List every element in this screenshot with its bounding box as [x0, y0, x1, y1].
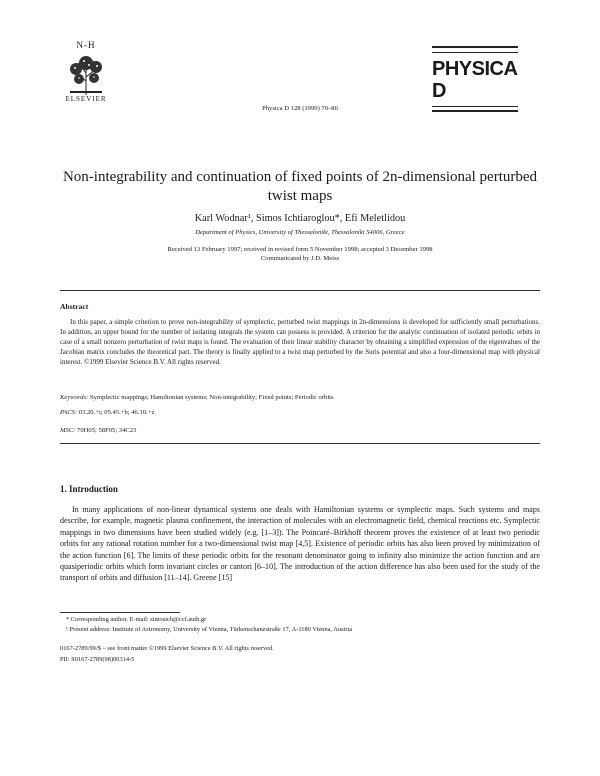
abstract-heading: Abstract [60, 302, 89, 311]
paper-title: Non-integrability and continuation of fixed points of 2n-dimensional perturbed twist maps [62, 169, 538, 204]
abstract-text: In this paper, a simple criterion to prove non-integrability of symplectic, perturbed twist mappings in 2n-dimensions is developed for sufficiently small perturbations. In addition, an upper bound for the number of isolating integrals the system can possess is provided. A criterion for the analytic continuation of isolated periodic orbits in case of a small nonzero perturbation of twist maps is found. The evaluation of their linear stability character by obtaining a simplified expression of the eigenvalues of the Jacobian matrix concludes the theoretical part. The theory is finally applied to a twist map perturbed by the Suris potential and also a four-dimensional map with physical interest. ©1999 Elsevier Science B.V. All rights reserved. [60, 318, 540, 367]
pacs-label: PACS: [60, 409, 78, 416]
keywords-text: Symplectic mappings; Hamiltonian systems; Non-integrability; Fixed points; Periodic orbits [89, 394, 334, 401]
pii-line: PII: S0167-2789(98)00314-5 [60, 656, 135, 663]
pacs [60, 409, 154, 416]
received-dates: Received 13 February 1997; received in revised form 5 November 1998; accepted 3 December 1998 [167, 246, 433, 253]
keywords-label: Keywords: [60, 394, 89, 401]
msc-label: MSC: [60, 427, 76, 434]
keywords [60, 394, 334, 401]
publisher-logo-mark: N-H [76, 40, 96, 50]
pacs-text: 03.20.+i; 05.45.+b; 46.10.+z [78, 409, 155, 416]
tree-icon [66, 51, 106, 95]
authors: Karl Wodnar¹, Simos Ichtiaroglou*, Efi Meletlidou [194, 213, 406, 224]
journal-logo [432, 46, 518, 112]
footnote-corresponding: * Corresponding author. E-mail: simosich@ccf.auth.gr [66, 616, 207, 623]
copyright-line: 0167-2789/99/$ – see front matter ©1999 Elsevier Science B.V. All rights reserved. [60, 645, 274, 652]
footnote-address: ¹ Present address: Institute of Astronomy, University of Vienna, Türkenschanzstraße 17, A-1180 Vienna, Austria [66, 626, 353, 633]
section-heading: 1. Introduction [60, 484, 118, 494]
communicated-by: Communicated by J.D. Meiss [260, 255, 340, 262]
journal-reference: Physica D 128 (1999) 70–86 [262, 105, 338, 112]
publisher-name: ELSEVIER [65, 95, 107, 103]
divider-bottom [60, 443, 540, 444]
divider-top [60, 290, 540, 291]
footnote-rule [60, 612, 180, 613]
affiliation: Department of Physics, University of Thessaloniki, Thessaloniki 54006, Greece [195, 229, 405, 236]
dates [0, 245, 600, 263]
msc-text: 70H05; 58F05; 34C23 [77, 427, 137, 434]
publisher-logo [60, 40, 112, 103]
msc [60, 427, 136, 434]
journal-logo-text: PHYSICA D [432, 58, 517, 102]
section-text: In many applications of non-linear dynamical systems one deals with Hamiltonian systems or symplectic maps. Such systems and maps describe, for example, magnetic plasma confinement, the interaction of molecules with an electromagnetic field, chemical reactions etc. Symplectic mappings in two dimensions have been studied widely (e.g. [1–3]). The Poincaré–Birkhoff theorem proves the existence of at least two periodic orbits for any rational rotation number for a two-dimensional twist map [4,5]. Existence of periodic orbits has also been proved by minimization of the action function [6]. The limits of these periodic orbits for the resonant denominator going to infinity also minimize the action function and are quasiperiodic orbits which form invariant circles or cantori [6–10]. The introduction of the action difference has also been used for the study of the transport of orbits and diffusion [11–14]. Greene [15] [60, 505, 540, 583]
